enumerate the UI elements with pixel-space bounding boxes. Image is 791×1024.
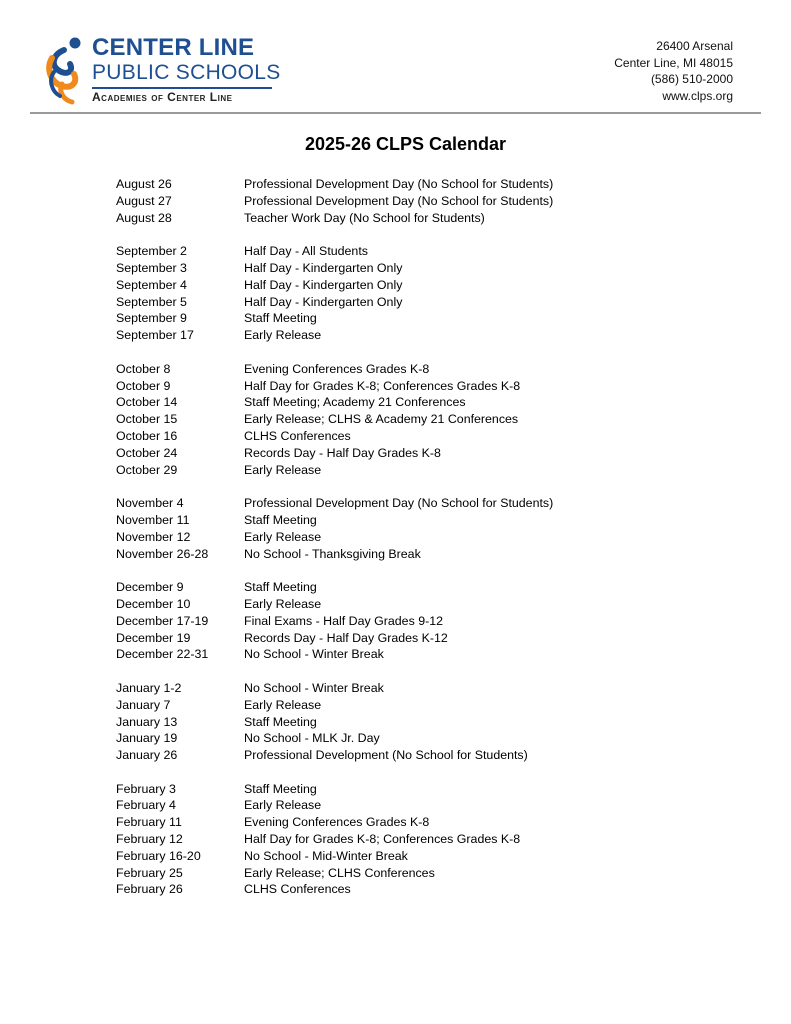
event-description: Half Day - All Students: [244, 244, 368, 259]
calendar-row: [116, 176, 676, 193]
event-date: September 4: [116, 277, 187, 292]
event-description: Half Day for Grades K-8; Conferences Grades K-8: [244, 832, 521, 847]
calendar-row: [116, 428, 676, 445]
school-logo: [44, 34, 284, 106]
calendar-row: [116, 831, 676, 848]
calendar-row: [116, 411, 676, 428]
address-phone: (586) 510-2000: [650, 72, 733, 86]
event-date: December 10: [116, 596, 191, 611]
event-date: September 9: [116, 311, 187, 326]
event-description: Professional Development Day (No School for Students): [244, 177, 554, 191]
event-description: Staff Meeting: [244, 580, 317, 595]
event-description: Half Day - Kindergarten Only: [244, 294, 403, 309]
event-description: Early Release; CLHS & Academy 21 Conferences: [244, 412, 519, 427]
event-date: September 17: [116, 328, 194, 343]
calendar-row: [116, 646, 676, 663]
event-description: Records Day - Half Day Grades K-12: [244, 630, 448, 645]
calendar-row: [116, 361, 676, 378]
month-group-september: [116, 243, 676, 344]
calendar-row: [116, 512, 676, 529]
calendar-row: [116, 193, 676, 210]
event-date: February 12: [116, 832, 183, 847]
event-description: Staff Meeting: [244, 714, 317, 729]
event-description: Early Release: [244, 697, 322, 712]
address-street: 26400 Arsenal: [656, 39, 733, 53]
event-date: October 8: [116, 361, 171, 376]
event-date: February 25: [116, 865, 183, 880]
month-group-august: [116, 176, 676, 226]
calendar-row: [116, 730, 676, 747]
event-description: Staff Meeting: [244, 512, 317, 527]
month-group-january: [116, 680, 676, 764]
calendar-row: [116, 378, 676, 395]
event-date: January 1-2: [116, 680, 182, 695]
event-date: February 16-20: [116, 848, 201, 863]
calendar-row: [116, 546, 676, 563]
event-description: Evening Conferences Grades K-8: [244, 361, 430, 376]
event-date: February 4: [116, 798, 176, 813]
event-date: November 12: [116, 529, 191, 544]
event-description: Staff Meeting; Academy 21 Conferences: [244, 395, 466, 410]
event-date: January 19: [116, 731, 178, 746]
calendar-row: [116, 865, 676, 882]
calendar-row: [116, 579, 676, 596]
event-date: February 26: [116, 882, 183, 897]
event-date: August 28: [116, 210, 172, 225]
calendar-row: [116, 814, 676, 831]
address-city: Center Line, MI 48015: [614, 55, 733, 70]
event-date: December 19: [116, 630, 191, 645]
address-website[interactable]: www.clps.org: [662, 88, 733, 103]
event-date: December 9: [116, 580, 184, 595]
event-description: Early Release: [244, 462, 322, 477]
logo-rule: [92, 87, 272, 89]
calendar-row: [116, 310, 676, 327]
event-description: No School - Mid-Winter Break: [244, 848, 408, 863]
event-date: November 4: [116, 496, 184, 511]
calendar-list: [116, 176, 676, 915]
event-description: Half Day - Kindergarten Only: [244, 260, 403, 275]
logo-line-2: PUBLIC SCHOOLS: [92, 61, 281, 84]
event-description: Professional Development Day (No School for Students): [244, 193, 554, 208]
event-date: October 14: [116, 395, 178, 410]
event-date: February 11: [116, 815, 182, 830]
event-date: September 2: [116, 244, 187, 259]
event-description: Half Day - Kindergarten Only: [244, 277, 403, 292]
event-description: Early Release; CLHS Conferences: [244, 865, 435, 880]
event-date: January 7: [116, 697, 171, 712]
calendar-row: [116, 848, 676, 865]
event-date: January 13: [116, 714, 178, 729]
calendar-row: [116, 243, 676, 260]
month-group-october: [116, 361, 676, 479]
calendar-row: [116, 781, 676, 798]
event-description: No School - Winter Break: [244, 680, 384, 695]
calendar-row: [116, 529, 676, 546]
event-description: Teacher Work Day (No School for Students): [244, 210, 485, 225]
month-group-february: [116, 781, 676, 899]
event-description: No School - MLK Jr. Day: [244, 731, 380, 746]
event-description: CLHS Conferences: [244, 882, 351, 897]
calendar-row: [116, 495, 676, 512]
calendar-row: [116, 394, 676, 411]
page-title: 2025-26 CLPS Calendar: [304, 134, 507, 154]
event-description: Evening Conferences Grades K-8: [244, 815, 430, 830]
logo-line-3: Academies of Center Line: [92, 90, 233, 104]
event-date: November 11: [116, 512, 190, 527]
calendar-row: [116, 881, 676, 898]
calendar-row: [116, 613, 676, 630]
event-date: October 15: [116, 412, 178, 427]
event-description: Early Release: [244, 596, 322, 611]
header-divider: [30, 112, 761, 114]
figure-logo-icon: [44, 34, 92, 106]
calendar-row: [116, 797, 676, 814]
calendar-row: [116, 747, 676, 764]
address-block: [614, 38, 733, 104]
event-description: Early Release: [244, 328, 322, 343]
event-date: November 26-28: [116, 546, 209, 561]
calendar-row: [116, 277, 676, 294]
event-description: Staff Meeting: [244, 781, 317, 796]
event-description: Early Release: [244, 529, 322, 544]
event-date: December 22-31: [116, 647, 209, 662]
event-description: Early Release: [244, 798, 322, 813]
calendar-row: [116, 327, 676, 344]
event-description: Professional Development (No School for Students): [244, 748, 528, 763]
event-description: Half Day for Grades K-8; Conferences Grades K-8: [244, 378, 521, 393]
event-date: December 17-19: [116, 613, 209, 628]
calendar-row: [116, 462, 676, 479]
event-date: October 9: [116, 378, 171, 393]
event-description: Final Exams - Half Day Grades 9-12: [244, 613, 444, 628]
calendar-row: [116, 697, 676, 714]
calendar-row: [116, 260, 676, 277]
event-date: October 24: [116, 445, 178, 460]
calendar-row: [116, 294, 676, 311]
event-description: Staff Meeting: [244, 311, 317, 326]
calendar-row: [116, 445, 676, 462]
event-description: CLHS Conferences: [244, 428, 351, 443]
month-group-november: [116, 495, 676, 562]
calendar-row: [116, 630, 676, 647]
event-date: February 3: [116, 781, 176, 796]
calendar-row: [116, 596, 676, 613]
event-description: Professional Development Day (No School for Students): [244, 496, 554, 511]
month-group-december: [116, 579, 676, 663]
event-date: January 26: [116, 748, 178, 763]
event-description: Records Day - Half Day Grades K-8: [244, 445, 441, 460]
calendar-row: [116, 680, 676, 697]
event-date: September 5: [116, 294, 187, 309]
event-date: September 3: [116, 260, 187, 275]
logo-line-1: CENTER LINE: [92, 34, 255, 61]
calendar-row: [116, 210, 676, 227]
event-description: No School - Thanksgiving Break: [244, 546, 421, 561]
event-date: October 29: [116, 462, 178, 477]
event-date: October 16: [116, 428, 178, 443]
event-description: No School - Winter Break: [244, 647, 384, 662]
event-date: August 26: [116, 177, 172, 191]
event-date: August 27: [116, 193, 172, 208]
calendar-row: [116, 714, 676, 731]
